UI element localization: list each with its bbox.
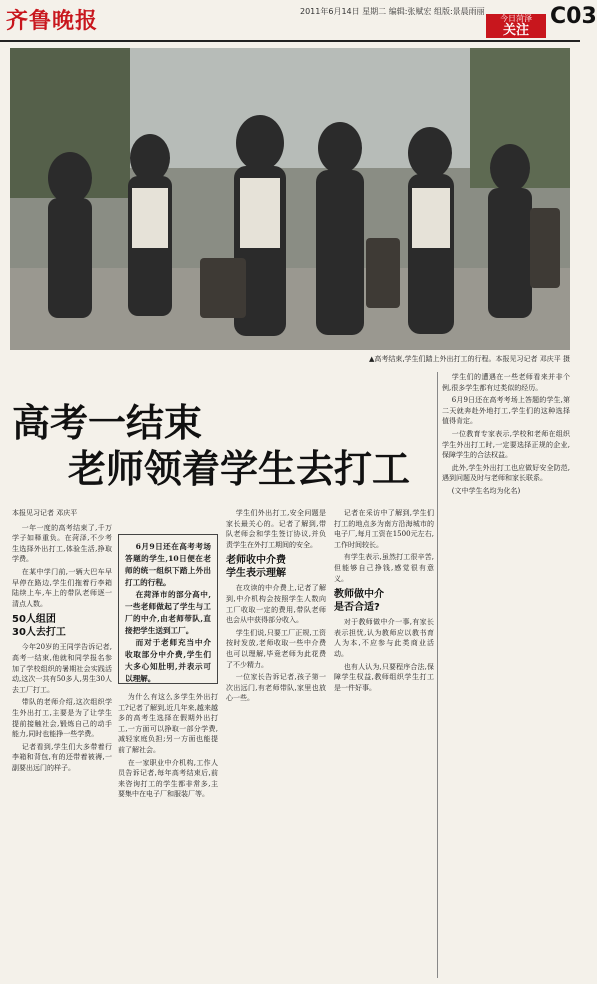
paragraph: 在某中学门前,一辆大巴车早早停在路边,学生们拖着行李箱陆续上车,车上的带队老师逐一清点人数。 — [12, 567, 112, 608]
section-top: 今日菏泽 — [500, 14, 532, 23]
byline: 本报见习记者 邓庆平 — [12, 509, 78, 517]
subheading — [334, 588, 434, 614]
photo-caption: ▲高考结束,学生们踏上外出打工的行程。本报见习记者 邓庆平 摄 — [368, 355, 570, 363]
paragraph: 记者看到,学生们大多带着行李箱和背包,有的还带着被褥,一副要出远门的样子。 — [12, 742, 112, 772]
paragraph: 为什么有这么多学生外出打工?记者了解到,近几年来,越来越多的高考生选择在假期外出打工,一方面可以挣取一部分学费,减轻家庭负担;另一方面也能提前了解社会。 — [118, 693, 218, 754]
paragraph: 一位家长告诉记者,孩子第一次出远门,有老师带队,家里也放心一些。 — [226, 673, 326, 703]
paragraph: 在攻读的中介费上,记者了解到,中介机构会按照学生人数向工厂收取一定的费用,带队老师也会从中获得部分收入。 — [226, 584, 326, 625]
highlight-text: 在菏泽市的部分高中,一些老师做起了学生与工厂的中介,由老师带队,直接把学生送到工厂。 — [125, 590, 211, 635]
paragraph: 学生们的遭遇在一些老师看来并非个例,很多学生都有过类似的经历。 — [442, 373, 570, 392]
article-column-3 — [226, 508, 326, 978]
paragraph: 一位教育专家表示,学校和老师在组织学生外出打工时,一定要选择正规的企业,保障学生的合法权益。 — [442, 429, 570, 460]
paragraph: 带队的老师介绍,这次组织学生外出打工,主要是为了让学生提前接触社会,锻炼自己的动手能力,同时也能挣一些学费。 — [12, 698, 112, 739]
paragraph: 此外,学生外出打工也应做好安全防范,遇到问题及时与老师和家长联系。 — [442, 463, 570, 483]
paragraph: 也有人认为,只要程序合法,保障学生权益,教师组织学生打工是一件好事。 — [334, 662, 434, 692]
article-column-4 — [334, 508, 434, 978]
highlight-text: 6月9日还在高考考场答题的学生,10日便在老师的统一组织下踏上外出打工的行程。 — [125, 542, 211, 587]
paragraph: (文中学生名均为化名) — [451, 486, 521, 495]
article-column-1 — [12, 508, 112, 978]
subheading-line: 50人组团 — [12, 614, 56, 626]
photo-illustration — [10, 48, 570, 350]
paragraph: 学生们说,只要工厂正规,工资按时发放,老师收取一些中介费也可以理解,毕竟老师为此花费了不少精力。 — [226, 628, 326, 669]
highlight-text: 而对于老师充当中介收取部分中介费,学生们大多心知肚明,并表示可以理解。 — [125, 638, 211, 683]
subheading — [226, 554, 326, 580]
subheading-line: 学生表示理解 — [226, 568, 286, 580]
headline-line-2: 老师领着学生去打工 — [68, 447, 411, 491]
page-number: C03 — [550, 4, 597, 29]
paragraph: 学生们外出打工,安全问题是家长最关心的。记者了解到,带队老师会和学生签订协议,并负责学生在外打工期间的安全。 — [226, 509, 326, 549]
article-column-2 — [118, 692, 218, 978]
paragraph: 6月9日还在高考考场上答题的学生,第二天就奔赴外地打工,学生们的这种选择值得肯定。 — [442, 396, 570, 426]
article-column-5 — [442, 372, 570, 978]
paragraph: 有学生表示,虽然打工很辛苦,但能够自己挣钱,感觉很有意义。 — [334, 553, 434, 583]
subheading — [12, 613, 112, 639]
subheading-line: 老师收中介费 — [226, 555, 286, 567]
highlight-box — [118, 534, 218, 684]
headline-line-1: 高考一结束 — [12, 401, 203, 445]
paragraph: 记者在采访中了解到,学生们打工的地点多为南方沿海城市的电子厂,每月工资在1500元左右,工作时间较长。 — [334, 509, 434, 549]
paragraph: 对于教师做中介一事,有家长表示担忧,认为教师应以教书育人为本,不应参与此类商业活动。 — [334, 618, 434, 658]
dateline: 2011年6月14日 星期二 编辑:张赋宏 组版:景晨雨丽 — [300, 7, 485, 16]
column-divider — [437, 372, 438, 978]
subheading-line: 是否合适? — [334, 602, 380, 614]
news-photo — [10, 48, 570, 350]
section-label — [486, 14, 546, 38]
paragraph: 在一家职业中介机构,工作人员告诉记者,每年高考结束后,前来咨询打工的学生都非常多,主要集中在电子厂和服装厂等。 — [118, 758, 218, 799]
subheading-line: 教师做中介 — [334, 589, 384, 601]
subheading-line: 30人去打工 — [12, 627, 66, 639]
section-main: 关注 — [502, 23, 529, 38]
newspaper-logo: 齐鲁晚报 — [6, 8, 99, 34]
masthead — [0, 0, 597, 42]
paragraph: 今年20岁的王同学告诉记者,高考一结束,他就和同学报名参加了学校组织的暑期社会实践活动,这次一共有50多人,男生30人去工厂打工。 — [12, 643, 112, 694]
paragraph: 一年一度的高考结束了,千万学子如释重负。在菏泽,不少考生选择外出打工,体验生活,挣取学费。 — [12, 523, 112, 564]
